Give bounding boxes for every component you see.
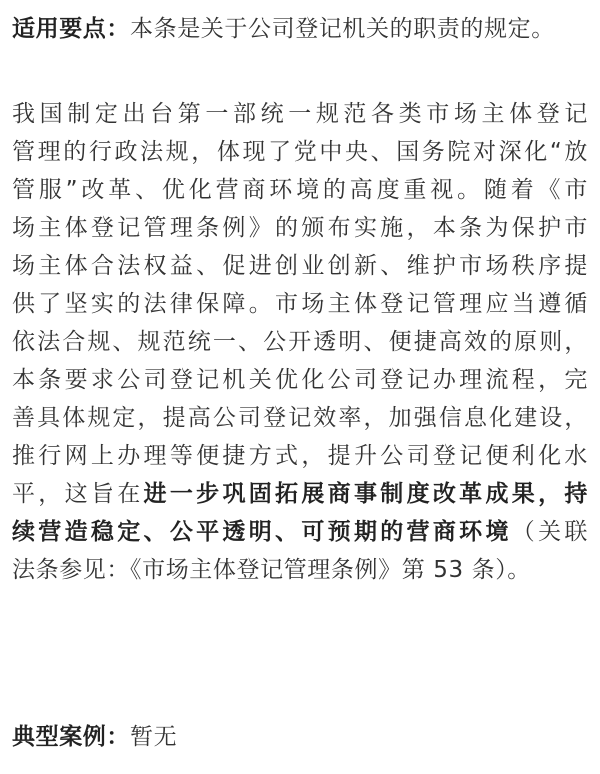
paragraph-line-11 bbox=[12, 475, 588, 513]
paragraph-line-5: 场主体合法权益、促进创业创新、维护市场秩序提 bbox=[12, 253, 588, 279]
paragraph-line-1: 我国制定出台第一部统一规范各类市场主体登记 bbox=[12, 101, 588, 127]
paragraph-line-2: 管理的行政法规，体现了党中央、国务院对深化“放 bbox=[12, 139, 588, 165]
paragraph-line-13: 法条参见：《市场主体登记管理条例》第 53 条）。 bbox=[12, 557, 531, 583]
paragraph-line-3: 管服”改革、优化营商环境的高度重视。随着《市 bbox=[12, 177, 588, 203]
applicable-points-row bbox=[12, 10, 588, 48]
applicable-points-label: 适用要点： bbox=[12, 16, 130, 42]
typical-case-label: 典型案例： bbox=[12, 724, 130, 750]
paragraph-line-12-post: （关联 bbox=[511, 519, 588, 545]
paragraph-line-4: 场主体登记管理条例》的颁布实施，本条为保护市 bbox=[12, 215, 588, 241]
applicable-points-text: 本条是关于公司登记机关的职责的规定。 bbox=[130, 16, 555, 42]
typical-case-text: 暂无 bbox=[130, 724, 178, 750]
paragraph-line-11-bold: 进一步巩固拓展商事制度改革成果，持 bbox=[143, 481, 589, 507]
paragraph-line-8: 本条要求公司登记机关优化公司登记办理流程，完 bbox=[12, 367, 588, 393]
paragraph-line-12 bbox=[12, 513, 588, 551]
paragraph-line-12-bold: 续营造稳定、公平透明、可预期的营商环境 bbox=[12, 519, 512, 545]
paragraph-line-6: 供了坚实的法律保障。市场主体登记管理应当遵循 bbox=[12, 291, 588, 317]
paragraph-line-9: 善具体规定，提高公司登记效率，加强信息化建设， bbox=[12, 405, 588, 431]
paragraph-line-11-pre: 平，这旨在 bbox=[12, 481, 144, 507]
typical-case-row bbox=[12, 718, 588, 756]
paragraph-line-7: 依法合规、规范统一、公开透明、便捷高效的原则， bbox=[12, 329, 588, 355]
paragraph-line-10: 推行网上办理等便捷方式，提升公司登记便利化水 bbox=[12, 443, 588, 469]
